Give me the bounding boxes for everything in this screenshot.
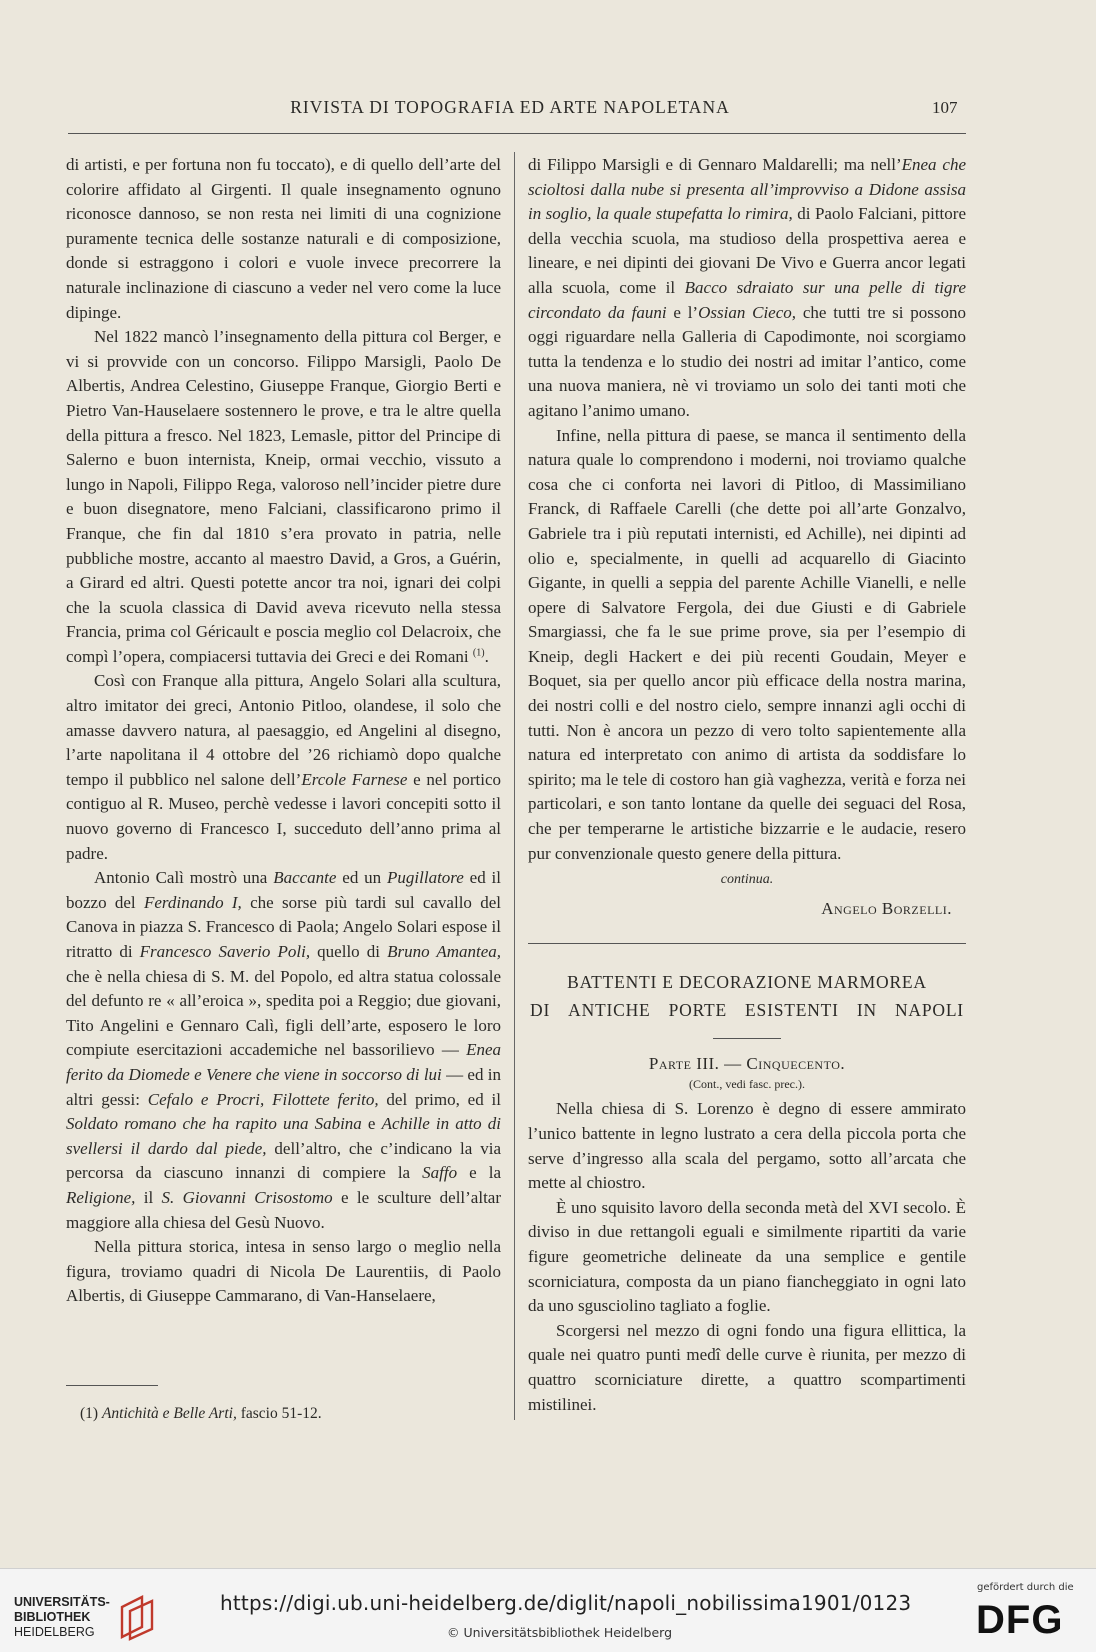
library-name: UNIVERSITÄTS- BIBLIOTHEK HEIDELBERG bbox=[14, 1594, 110, 1639]
paragraph: Nel 1822 mancò l’insegnamento della pittura col Berger, e vi si provvide con un concorso. Filippo Marsigli, Paolo De Albertis, Andrea Celestino, Giuseppe Franque, Giorgio Berti e Pietro Van-Hauselaere sostennero le prove, e tra le altre quella della pittura a fresco. Nel 1823, Lemasle, pittor del Principe di Salerno e buon internista, Kneip, ormai vecchio, vissuto a lungo in Napoli, Filippo Rega, valoroso nell’incider pietre dure e buon disegnatore, meno Falciani, classificarono primo il Franque, che fin dal 1810 s’era provato in patria, nelle pubbliche mostre, accanto al maestro David, a Gros, a Guérin, a Girard ed altri. Questi potette ancor tra noi, ignari dei colpi che la scuola classica di David aveva ricevuto nella stessa Francia, prima col Géricault e poscia meglio col Delacroix, che compì l’opera, compiacersi tuttavia dei Greci e dei Romani $^{(1)}$. bbox=[66, 327, 501, 666]
short-rule bbox=[713, 1038, 781, 1039]
article-title-line1: BATTENTI E DECORAZIONE MARMOREA bbox=[567, 972, 927, 993]
dfg-logo[interactable]: DFG bbox=[976, 1598, 1064, 1642]
paragraph: Scorgersi nel mezzo di ogni fondo una figura ellittica, la quale nei quatro punti medî delle curve è riunita, per mezzo di quattro scorniciature dirette, a quattro scompartimenti mistilinei. bbox=[528, 1320, 966, 1414]
paragraph: di artisti, e per fortuna non fu toccato), e di quello dell’arte del colorire affidato al Girgenti. Il quale insegnamento ognuno riconosce dannoso, se non resta nei limiti di una cognizione puramente tecnica delle sostanze naturali e di composizione, donde si estraggono i colori e vuole invece precorrere la naturale inclinazione di ciascuno a veder nel vero come la luce dipinge. bbox=[66, 155, 501, 322]
paragraph: di Filippo Marsigli e di Gennaro Maldarelli; ma nell’Enea che scioltosi dalla nube si presenta all’improvviso a Didone assisa in soglio, la quale stupefatta lo rimira, di Paolo Falciani, pittore della vecchia scuola, ma studioso della prospettiva aerea e lineare, e nei dipinti dei giovani De Vivo e Guerra ancor legati alla scuola, come il Bacco sdraiato sur una pelle di tigre circondato da fauni e l’Ossian Cieco, che tutti tre si possono oggi riguardare nella Galleria di Capodimonte, noi scorgiamo tutta la tendenza e lo studio dei nostri ad imitar l’antico, come una nuova maniera, nè vi troviamo un solo dei tanti moti che agitano l’animo umano. bbox=[528, 155, 966, 420]
funded-by-label: gefördert durch die bbox=[977, 1582, 1074, 1593]
paragraph: Così con Franque alla pittura, Angelo Solari alla scultura, altro imitator dei greci, Antonio Pitloo, olandese, il solo che amasse davvero natura, al paesaggio, ed Angelini al disegno, l’arte napolitana il 4 ottobre del ’26 richiamò dopo qualche tempo il pubblico nel salone dell’Ercole Farnese e nel portico contiguo al R. Museo, perchè vedesse i lavori concepiti sotto il nuovo governo di Francesco I, succeduto dell’anno prima al padre. bbox=[66, 671, 502, 863]
footnote-rule bbox=[66, 1385, 158, 1386]
paragraph: Infine, nella pittura di paese, se manca il sentimento della natura quale lo comprendono i moderni, noi troviamo qualche cosa che ci conforta nei lavori di Pitloo, di Massimiliano Franck, di Raffaele Carelli (che dette poi all’arte Gonzalvo, Gabriele tra i più reputati internisti, ed Achille), nei dipinti ad olio e, specialmente, in quelli ad acquarello di Giacinto Gigante, in quelli a seppia del parente Achille Vianelli, e nelle opere di Salvatore Fergola, dei due Giusti e di Gabriele Smargiassi, che fa le sue prime prove, sia per l’esempio di Kneip, degli Hackert e dei più recenti Goudain, Meyer e Boquet, sia per quello ancor più efficace della nostra marina, dei nostri colli e del nostro cielo, sempre innanzi agli occhi di tutti. Non è ancora un pezzo di vero tolto sapientemente alla natura ed interpretato con animo di artista da soddisfare lo spirito; ma le tele di costoro han già vaghezza, verità e forza nei particolari, e son tanto lontane da quelle dei seguaci del Rosa, che per temperarne le artistiche bizzarrie e le audacie, resero pur convenzionale questo genere della pittura. bbox=[528, 425, 966, 863]
paragraph: Nella chiesa di S. Lorenzo è degno di essere ammirato l’unico battente in legno lustrato a cera della piccola porta che serve d’ingresso alla scala del pergamo, sotto all’arcata che mette al chiostro. bbox=[528, 1099, 966, 1193]
paragraph: Nella pittura storica, intesa in senso largo o meglio nella figura, troviamo quadri di Nicola De Laurentiis, di Paolo Albertis, di Giuseppe Cammarano, di Van-Hanselaere, bbox=[66, 1237, 501, 1306]
article-title-line2: DI ANTICHE PORTE ESISTENTI IN NAPOLI bbox=[530, 1000, 964, 1021]
paragraph: È uno squisito lavoro della seconda metà del XVI secolo. È diviso in due rettangoli eguali e similmente ripartiti da varie figure geometriche delineate da una semplice e gentile scorniciatura, composta da un piano fiancheggiato in ogni lato da uno sgusciolino tagliato a foglie. bbox=[528, 1197, 966, 1316]
part-heading: Parte III. — Cinquecento. bbox=[648, 1054, 846, 1074]
footnote: (1) Antichità e Belle Arti, fascio 51-12. bbox=[80, 1405, 322, 1422]
right-column bbox=[528, 153, 966, 1417]
running-title: RIVISTA DI TOPOGRAFIA ED ARTE NAPOLETANA bbox=[290, 97, 730, 117]
part-note: (Cont., vedi fasc. prec.). bbox=[689, 1077, 805, 1092]
library-logo[interactable] bbox=[14, 1593, 160, 1641]
continua-note: continua. bbox=[720, 872, 774, 888]
footnote-reference: (1) bbox=[472, 647, 485, 659]
column-divider bbox=[514, 152, 515, 1420]
article-title bbox=[528, 968, 966, 1024]
page-number: 107 bbox=[932, 98, 958, 117]
header-rule bbox=[68, 133, 966, 134]
section-rule bbox=[528, 943, 966, 944]
viewer-footer bbox=[0, 1568, 1096, 1652]
paragraph: Antonio Calì mostrò una Baccante ed un Pugillatore ed il bozzo del Ferdinando I, che sorse più tardi sul cavallo del Canova in piazza S. Francesco di Paola; Angelo Solari espose il ritratto di Francesco Saverio Poli, quello di Bruno Amantea, che è nella chiesa di S. M. del Popolo, ed altra statua colossale del defunto re « all’eroica », spedita poi a Reggio; due giovani, Tito Angelini e Gennaro Calì, figli dell’arte, esposero le loro compiute esercitazioni accademiche nel bassorilievo — Enea ferito da Diomede e Venere che viene in soccorso di lui — ed in altri gessi: Cefalo e Procri, Filottete ferito, del primo, ed il Soldato romano che ha rapito una Sabina e Achille in atto di svellersi il dardo dal piede, dell’altro, che c’indicano la via percorsa da ciascuno innanzi di compiere la Saffo e la Religione, il S. Giovanni Crisostomo e le sculture dell’altar maggiore alla chiesa del Gesù Nuovo. bbox=[66, 868, 502, 1232]
copyright-notice: © Universitätsbibliothek Heidelberg bbox=[447, 1625, 673, 1640]
author-signature: Angelo Borzelli. bbox=[821, 898, 952, 918]
library-mark-icon bbox=[116, 1593, 160, 1641]
permalink-url[interactable]: https://digi.ub.uni-heidelberg.de/diglit/napoli_nobilissima1901/0123 bbox=[220, 1591, 912, 1615]
left-column bbox=[66, 153, 501, 1309]
